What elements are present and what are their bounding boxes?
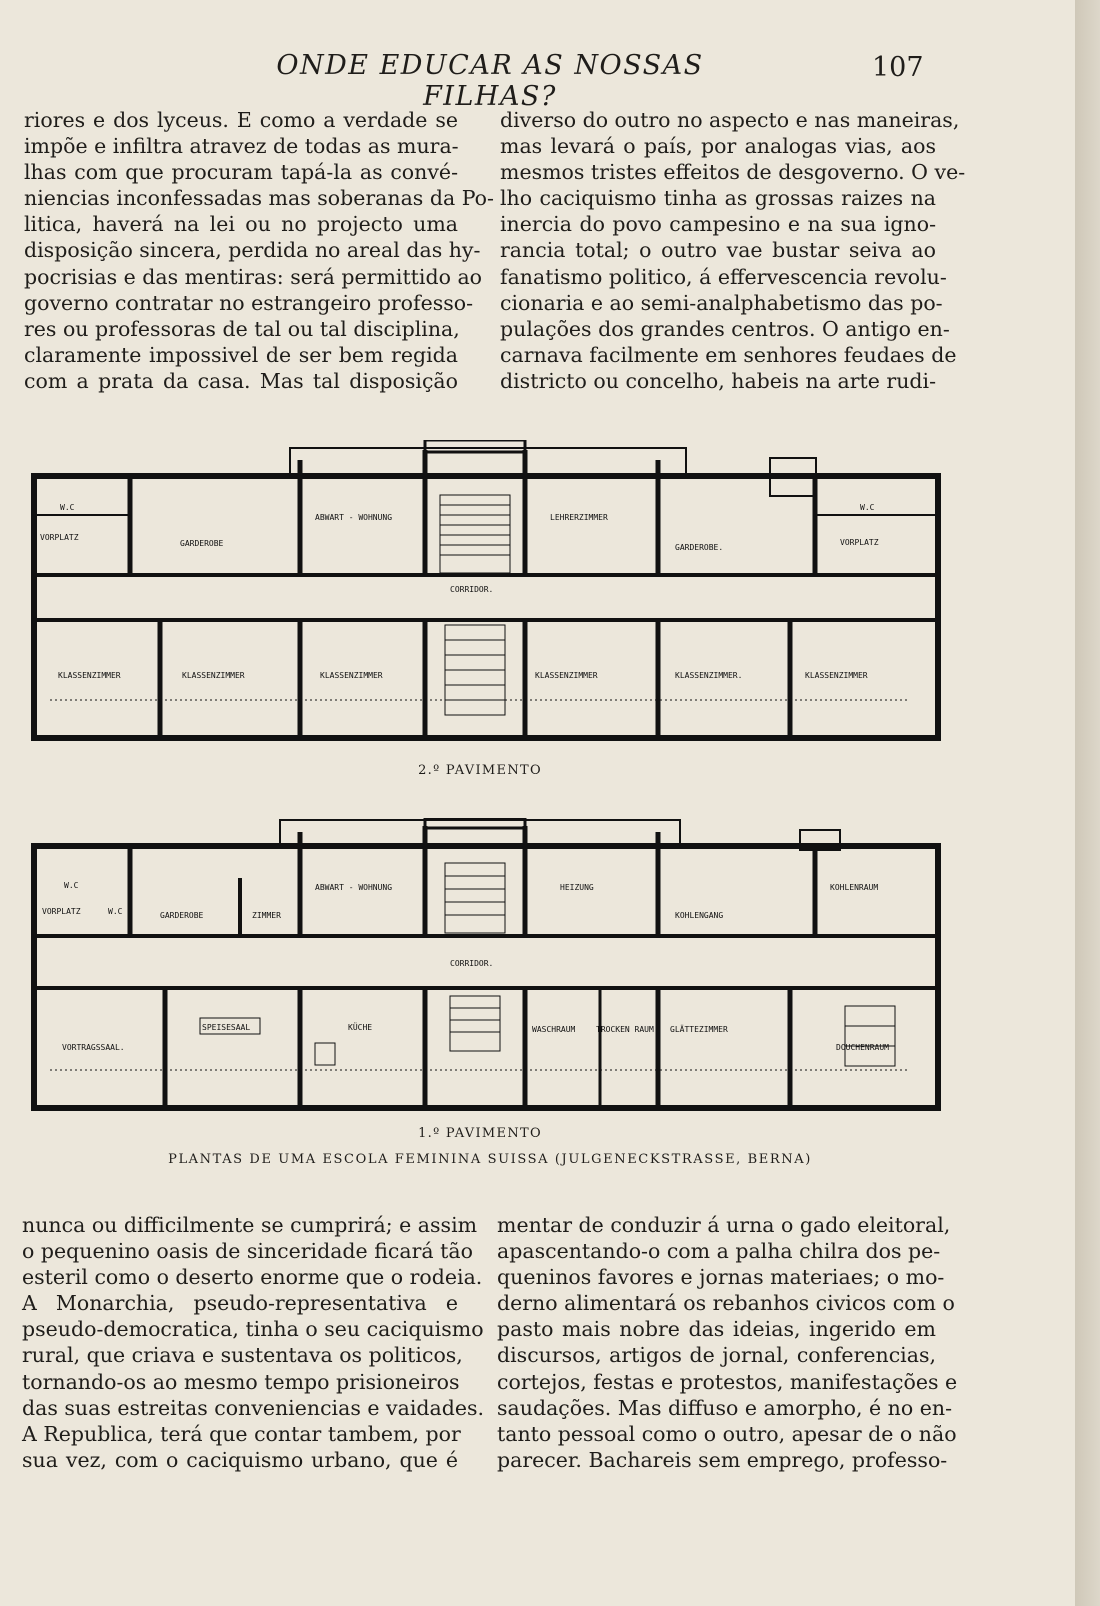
- floor-plan-second-floor: [30, 440, 942, 755]
- running-head: ONDE EDUCAR AS NOSSAS FILHAS?: [276, 50, 704, 112]
- text-line: districto ou concelho, habeis na arte rudi-: [500, 368, 936, 393]
- text-line: riores e dos lyceus. E como a verdade se: [24, 108, 458, 132]
- text-line: rural, que criava e sustentava os politicos,: [22, 1343, 463, 1368]
- text-line: cionaria e ao semi-analphabetismo das po-: [500, 290, 943, 315]
- room-garderobe-right: GARDEROBE.: [675, 543, 724, 552]
- room-corridor-lower: CORRIDOR.: [450, 959, 494, 968]
- floor-plan-first-floor: [30, 818, 942, 1118]
- room-heizung: HEIZUNG: [560, 883, 594, 892]
- room-zimmer: ZIMMER: [252, 911, 281, 920]
- caption-second-floor: 2.º PAVIMENTO: [418, 763, 542, 778]
- text-line: parecer. Bachareis sem emprego, professo-: [497, 1447, 948, 1472]
- text-line: niencias inconfessadas mas soberanas da Po-: [24, 186, 494, 211]
- room-klassenzimmer-2: KLASSENZIMMER: [182, 671, 245, 680]
- text-line: queninos favores e jornas materiaes; o mo-: [497, 1265, 945, 1290]
- text-line: sua vez, com o caciquismo urbano, que é: [22, 1447, 458, 1472]
- room-kuche: KÜCHE: [348, 1023, 373, 1032]
- room-kohlengang: KOHLENGANG: [675, 911, 724, 920]
- room-klassenzimmer-1: KLASSENZIMMER: [58, 671, 121, 680]
- text-line: cortejos, festas e protestos, manifestações e: [497, 1369, 958, 1394]
- text-line: discursos, artigos de jornal, conferencias,: [497, 1343, 936, 1368]
- text-line: com a prata da casa. Mas tal disposição: [24, 368, 458, 393]
- text-line: governo contratar no estrangeiro professo-: [24, 290, 474, 315]
- room-garderobe-left: GARDEROBE: [180, 539, 224, 548]
- room-kohlenraum: KOHLENRAUM: [830, 883, 879, 892]
- page-number: 107: [872, 52, 924, 83]
- room-glattezimmer: GLÄTTEZIMMER: [670, 1025, 728, 1034]
- room-speisesaal: SPEISESAAL: [202, 1023, 251, 1032]
- text-line: lho caciquismo tinha as grossas raizes na: [500, 186, 936, 211]
- text-line: rancia total; o outro vae bustar seiva ao: [500, 238, 936, 263]
- text-line: pulações dos grandes centros. O antigo en-: [500, 316, 950, 341]
- figure-title: PLANTAS DE UMA ESCOLA FEMININA SUISSA (JULGENECKSTRASSE, BERNA): [168, 1152, 812, 1167]
- text-line: pasto mais nobre das ideias, ingerido em: [497, 1317, 936, 1342]
- text-line: fanatismo politico, á effervescencia revolu-: [500, 264, 947, 289]
- text-line: das suas estreitas conveniencias e vaidades.: [22, 1395, 485, 1420]
- text-line: impõe e infiltra atravez de todas as mura-: [24, 134, 459, 159]
- room-waschraum: WASCHRAUM: [532, 1025, 576, 1034]
- text-line: saudações. Mas diffuso e amorpho, é no en-: [497, 1395, 952, 1420]
- page-gutter: [1075, 0, 1100, 1606]
- room-vortragssaal: VORTRAGSSAAL.: [62, 1043, 125, 1052]
- text-column-top-left: [24, 107, 494, 394]
- text-line: tanto pessoal como o outro, apesar de o não: [497, 1421, 957, 1446]
- text-column-bottom-right: [497, 1212, 958, 1473]
- text-line: A Republica, terá que contar tambem, por: [22, 1421, 461, 1446]
- text-line: lhas com que procuram tapá-la as convé-: [24, 160, 458, 185]
- room-abwart-wohnung-lower: ABWART - WOHNUNG: [315, 883, 393, 892]
- text-line: derno alimentará os rebanhos civicos com o: [497, 1291, 955, 1316]
- text-column-bottom-left: [22, 1212, 485, 1473]
- text-line: pocrisias e das mentiras: será permittido ao: [24, 264, 483, 289]
- text-line: apascentando-o com a palha chilra dos pe-: [497, 1239, 941, 1264]
- text-line: tornando-os ao mesmo tempo prisioneiros: [22, 1369, 460, 1394]
- room-vorplatz: VORPLATZ: [42, 907, 81, 916]
- room-douchenraum: DOUCHENRAUM: [836, 1043, 889, 1052]
- room-klassenzimmer-4: KLASSENZIMMER: [535, 671, 598, 680]
- text-line: litica, haverá na lei ou no projecto uma: [24, 212, 458, 237]
- room-wc-left: W.C: [60, 503, 75, 512]
- text-line: claramente impossivel de ser bem regida: [24, 342, 458, 367]
- text-line: pseudo-democratica, tinha o seu caciquismo: [22, 1317, 484, 1342]
- text-line: o pequenino oasis de sinceridade ficará tão: [22, 1239, 473, 1264]
- room-corridor: CORRIDOR.: [450, 585, 494, 594]
- text-line: esteril como o deserto enorme que o rodeia.: [22, 1265, 483, 1290]
- room-abwart-wohnung: ABWART - WOHNUNG: [315, 513, 393, 522]
- room-klassenzimmer-6: KLASSENZIMMER: [805, 671, 868, 680]
- room-vorplatz-left: VORPLATZ: [40, 533, 79, 542]
- room-vorplatz-right: VORPLATZ: [840, 538, 879, 547]
- text-line: mentar de conduzir á urna o gado eleitoral,: [497, 1213, 951, 1237]
- text-line: inercia do povo campesino e na sua igno-: [500, 212, 936, 237]
- text-line: carnava facilmente em senhores feudaes de: [500, 342, 957, 367]
- text-line: nunca ou difficilmente se cumprirá; e assim: [22, 1213, 478, 1237]
- room-wc-right: W.C: [860, 503, 875, 512]
- room-klassenzimmer-3: KLASSENZIMMER: [320, 671, 383, 680]
- room-wc: W.C: [64, 881, 79, 890]
- room-trockenraum: TROCKEN RAUM: [596, 1025, 654, 1034]
- room-klassenzimmer-5: KLASSENZIMMER.: [675, 671, 743, 680]
- text-column-top-right: [500, 107, 966, 394]
- room-garderobe: GARDEROBE: [160, 911, 204, 920]
- text-line: mas levará o país, por analogas vias, aos: [500, 134, 936, 159]
- room-lehrerzimmer: LEHRERZIMMER: [550, 513, 608, 522]
- room-wc-2: W.C: [108, 907, 123, 916]
- caption-first-floor: 1.º PAVIMENTO: [418, 1126, 542, 1141]
- text-line: res ou professoras de tal ou tal disciplina,: [24, 316, 460, 341]
- text-line: disposição sincera, perdida no areal das hy-: [24, 238, 481, 263]
- text-line: mesmos tristes effeitos de desgoverno. O ve-: [500, 160, 966, 185]
- text-line: diverso do outro no aspecto e nas maneiras,: [500, 108, 960, 132]
- text-line: A Monarchia, pseudo-representativa e: [22, 1291, 458, 1316]
